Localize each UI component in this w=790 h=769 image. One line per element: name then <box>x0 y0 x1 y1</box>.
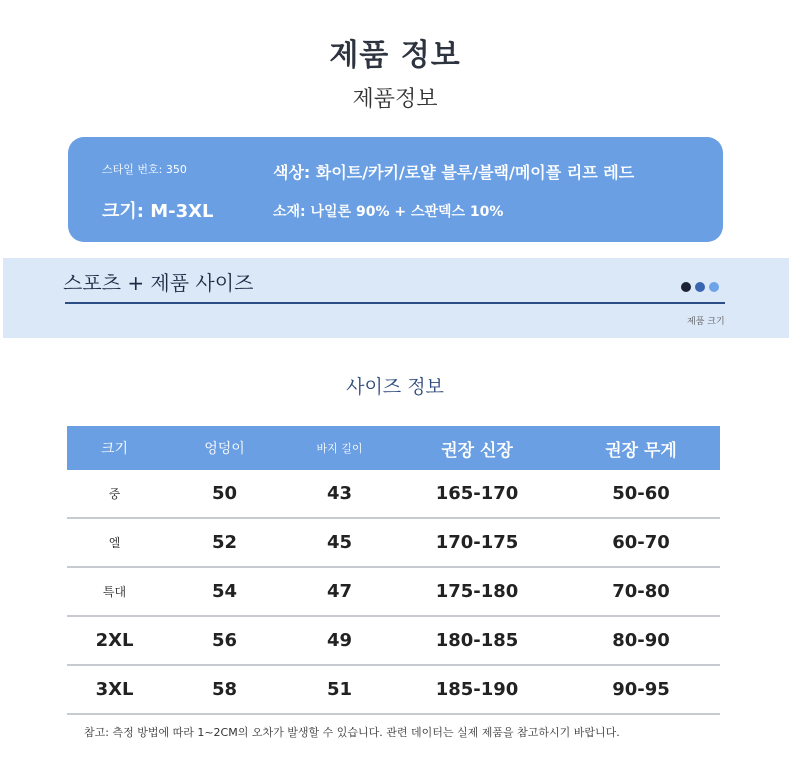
table-row <box>67 616 720 665</box>
cell-weight: 90-95 <box>562 665 720 714</box>
table-row <box>67 518 720 567</box>
dot-icon <box>695 282 705 292</box>
cell-height: 170-175 <box>392 518 562 567</box>
cell-size: 중 <box>67 470 162 518</box>
size-info-title: 사이즈 정보 <box>346 376 444 398</box>
size-table <box>67 426 720 715</box>
cell-size: 엘 <box>67 518 162 567</box>
cell-hip: 52 <box>162 518 287 567</box>
cell-hip: 50 <box>162 470 287 518</box>
table-row <box>67 470 720 518</box>
color-options: 색상: 화이트/카키/로얄 블루/블랙/메이플 리프 레드 <box>273 163 635 182</box>
material-info: 소재: 나일론 90% + 스판덱스 10% <box>273 204 504 220</box>
dot-icon <box>681 282 691 292</box>
cell-height: 165-170 <box>392 470 562 518</box>
dots-decoration <box>681 282 719 292</box>
cell-size: 2XL <box>67 616 162 665</box>
cell-weight: 50-60 <box>562 470 720 518</box>
header-pants-length: 바지 길이 <box>287 426 392 470</box>
style-number: 스타일 번호: 350 <box>102 163 187 176</box>
cell-height: 175-180 <box>392 567 562 616</box>
header-hip: 엉덩이 <box>162 426 287 470</box>
cell-hip: 58 <box>162 665 287 714</box>
cell-hip: 54 <box>162 567 287 616</box>
cell-weight: 80-90 <box>562 616 720 665</box>
cell-size: 특대 <box>67 567 162 616</box>
cell-height: 180-185 <box>392 616 562 665</box>
sport-size-band <box>3 258 789 338</box>
page-subtitle: 제품정보 <box>352 87 438 112</box>
table-header-row <box>67 426 720 470</box>
cell-weight: 70-80 <box>562 567 720 616</box>
sport-size-title: 스포츠 + 제품 사이즈 <box>63 271 254 295</box>
cell-pants-length: 51 <box>287 665 392 714</box>
table-row <box>67 665 720 714</box>
header-size: 크기 <box>67 426 162 470</box>
cell-pants-length: 49 <box>287 616 392 665</box>
cell-pants-length: 47 <box>287 567 392 616</box>
size-range: 크기: M-3XL <box>102 201 214 222</box>
page-title: 제품 정보 <box>329 38 461 73</box>
cell-height: 185-190 <box>392 665 562 714</box>
header-recommended-height: 권장 신장 <box>392 426 562 470</box>
cell-pants-length: 45 <box>287 518 392 567</box>
dot-icon <box>709 282 719 292</box>
product-size-label: 제품 크기 <box>687 317 725 327</box>
measurement-note: 참고: 측정 방법에 따라 1~2CM의 오차가 발생할 수 있습니다. 관련 데이터는 실제 제품을 참고하시기 바랍니다. <box>84 726 620 739</box>
cell-pants-length: 43 <box>287 470 392 518</box>
cell-size: 3XL <box>67 665 162 714</box>
section-divider <box>65 302 725 304</box>
header-recommended-weight: 권장 무게 <box>562 426 720 470</box>
table-row <box>67 567 720 616</box>
cell-hip: 56 <box>162 616 287 665</box>
product-info-box <box>68 137 723 242</box>
cell-weight: 60-70 <box>562 518 720 567</box>
